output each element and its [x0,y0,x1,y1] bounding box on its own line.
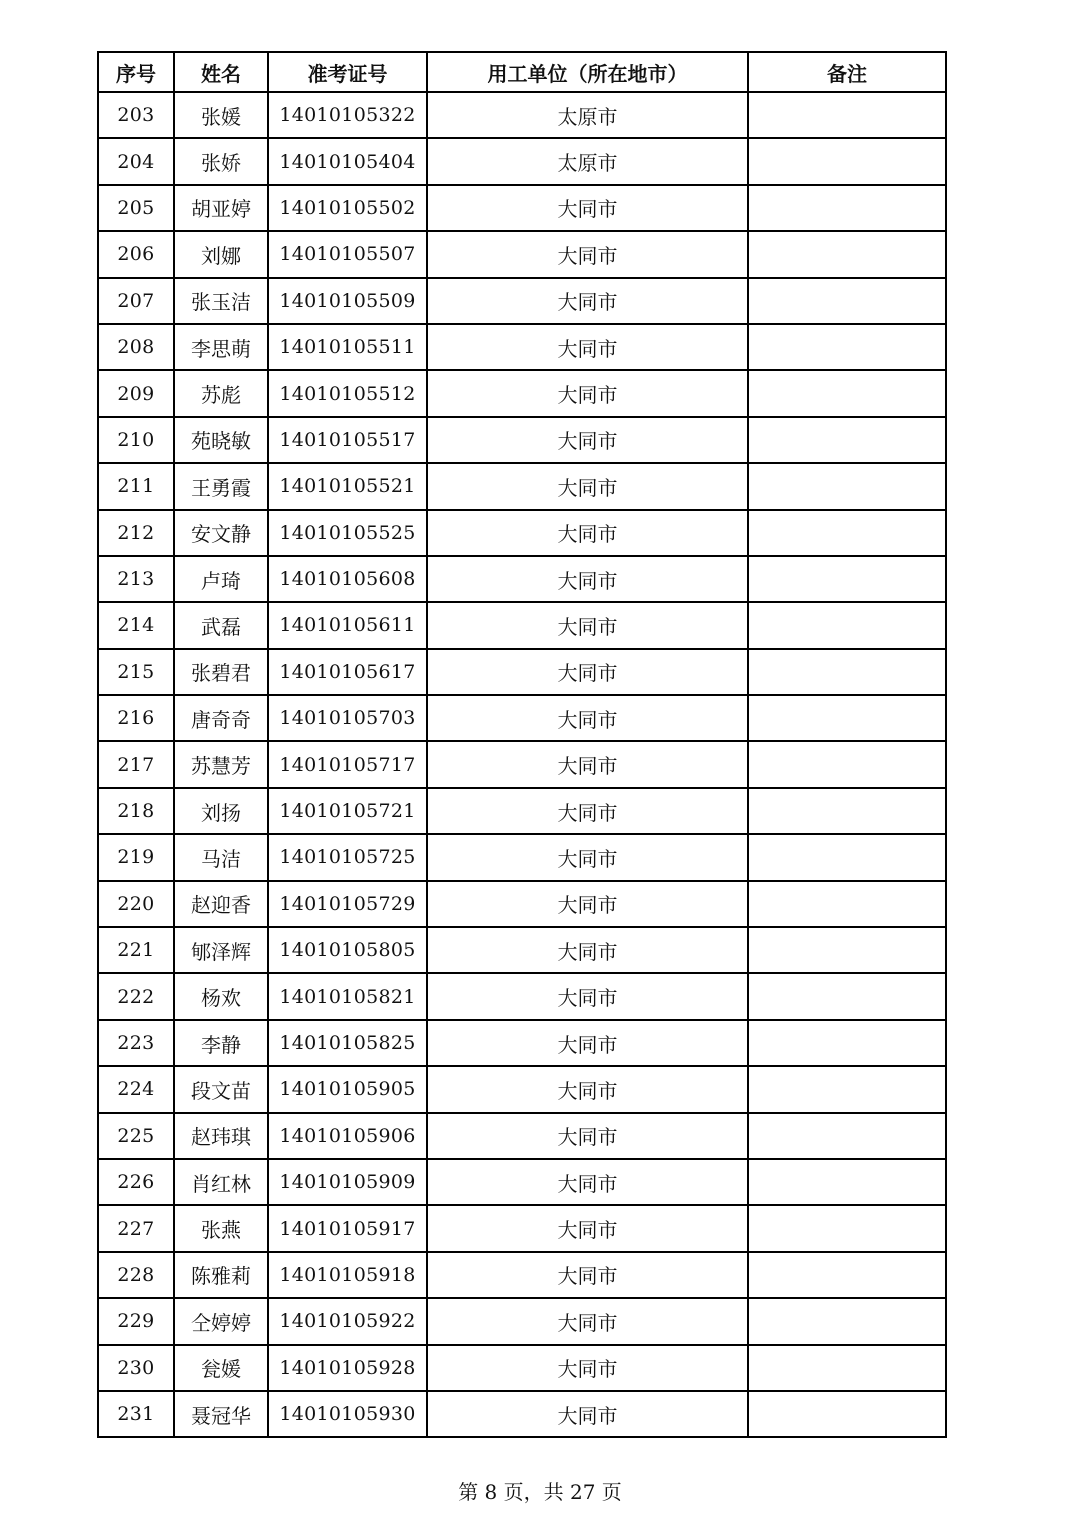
table-row [98,138,946,184]
serial-cell: 224 [98,1066,174,1112]
employer-city-cell: 大同市 [427,973,748,1019]
employer-city-cell: 大同市 [427,278,748,324]
remarks-cell [748,649,946,695]
table-row [98,695,946,741]
name-cell: 聂冠华 [174,1391,268,1437]
header-remarks: 备注 [748,52,946,92]
remarks-cell [748,278,946,324]
name-cell: 卢琦 [174,556,268,602]
remarks-cell [748,92,946,138]
table-row [98,556,946,602]
table-row [98,1066,946,1112]
table-row [98,881,946,927]
name-cell: 李思萌 [174,324,268,370]
name-cell: 马洁 [174,834,268,880]
serial-cell: 205 [98,185,174,231]
name-cell: 王勇霞 [174,463,268,509]
ticket-number-cell: 14010105509 [268,278,427,324]
serial-cell: 214 [98,602,174,648]
serial-cell: 216 [98,695,174,741]
remarks-cell [748,370,946,416]
remarks-cell [748,1205,946,1251]
remarks-cell [748,1020,946,1066]
serial-cell: 207 [98,278,174,324]
name-cell: 张燕 [174,1205,268,1251]
table-body [98,92,946,1437]
table-row [98,1391,946,1437]
name-cell: 苏慧芳 [174,741,268,787]
name-cell: 李静 [174,1020,268,1066]
employer-city-cell: 大同市 [427,1113,748,1159]
remarks-cell [748,463,946,509]
table-row [98,1252,946,1298]
employer-city-cell: 大同市 [427,185,748,231]
name-cell: 张玉洁 [174,278,268,324]
name-cell: 张媛 [174,92,268,138]
header-ticket-number: 准考证号 [268,52,427,92]
ticket-number-cell: 14010105905 [268,1066,427,1112]
table-row [98,1159,946,1205]
name-cell: 郇泽辉 [174,927,268,973]
remarks-cell [748,231,946,277]
serial-cell: 230 [98,1345,174,1391]
employer-city-cell: 太原市 [427,138,748,184]
ticket-number-cell: 14010105517 [268,417,427,463]
employer-city-cell: 大同市 [427,1298,748,1344]
table-row [98,834,946,880]
name-cell: 刘娜 [174,231,268,277]
employer-city-cell: 大同市 [427,1391,748,1437]
ticket-number-cell: 14010105511 [268,324,427,370]
name-cell: 陈雅莉 [174,1252,268,1298]
page-footer: 第 8 页，共 27 页 [458,1480,622,1504]
name-cell: 仝婷婷 [174,1298,268,1344]
remarks-cell [748,185,946,231]
remarks-cell [748,973,946,1019]
serial-cell: 211 [98,463,174,509]
remarks-cell [748,927,946,973]
ticket-number-cell: 14010105721 [268,788,427,834]
employer-city-cell: 大同市 [427,788,748,834]
employer-city-cell: 大同市 [427,695,748,741]
ticket-number-cell: 14010105725 [268,834,427,880]
ticket-number-cell: 14010105502 [268,185,427,231]
serial-cell: 209 [98,370,174,416]
employer-city-cell: 大同市 [427,231,748,277]
name-cell: 杨欢 [174,973,268,1019]
serial-cell: 221 [98,927,174,973]
name-cell: 苑晓敏 [174,417,268,463]
table-row [98,417,946,463]
remarks-cell [748,1345,946,1391]
table-row [98,324,946,370]
header-name: 姓名 [174,52,268,92]
employer-city-cell: 大同市 [427,1066,748,1112]
remarks-cell [748,788,946,834]
remarks-cell [748,1391,946,1437]
serial-cell: 213 [98,556,174,602]
remarks-cell [748,741,946,787]
remarks-cell [748,138,946,184]
ticket-number-cell: 14010105404 [268,138,427,184]
remarks-cell [748,1066,946,1112]
name-cell: 安文静 [174,510,268,556]
remarks-cell [748,695,946,741]
employer-city-cell: 大同市 [427,834,748,880]
ticket-number-cell: 14010105930 [268,1391,427,1437]
remarks-cell [748,834,946,880]
ticket-number-cell: 14010105525 [268,510,427,556]
name-cell: 张碧君 [174,649,268,695]
remarks-cell [748,1298,946,1344]
results-table-container [97,51,945,1438]
employer-city-cell: 大同市 [427,510,748,556]
name-cell: 胡亚婷 [174,185,268,231]
name-cell: 唐奇奇 [174,695,268,741]
table-row [98,1020,946,1066]
header-serial: 序号 [98,52,174,92]
name-cell: 赵玮琪 [174,1113,268,1159]
name-cell: 瓮媛 [174,1345,268,1391]
table-row [98,788,946,834]
serial-cell: 206 [98,231,174,277]
serial-cell: 215 [98,649,174,695]
ticket-number-cell: 14010105917 [268,1205,427,1251]
table-row [98,1345,946,1391]
ticket-number-cell: 14010105617 [268,649,427,695]
serial-cell: 223 [98,1020,174,1066]
serial-cell: 210 [98,417,174,463]
remarks-cell [748,324,946,370]
remarks-cell [748,510,946,556]
table-row [98,510,946,556]
table-row [98,649,946,695]
table-row [98,370,946,416]
ticket-number-cell: 14010105611 [268,602,427,648]
table-row [98,185,946,231]
serial-cell: 208 [98,324,174,370]
serial-cell: 212 [98,510,174,556]
remarks-cell [748,881,946,927]
table-row [98,602,946,648]
name-cell: 肖红林 [174,1159,268,1205]
ticket-number-cell: 14010105717 [268,741,427,787]
employer-city-cell: 大同市 [427,927,748,973]
serial-cell: 225 [98,1113,174,1159]
ticket-number-cell: 14010105512 [268,370,427,416]
serial-cell: 219 [98,834,174,880]
ticket-number-cell: 14010105906 [268,1113,427,1159]
name-cell: 张娇 [174,138,268,184]
employer-city-cell: 大同市 [427,1020,748,1066]
employer-city-cell: 大同市 [427,1205,748,1251]
serial-cell: 229 [98,1298,174,1344]
employer-city-cell: 大同市 [427,556,748,602]
results-table [97,51,947,1438]
remarks-cell [748,602,946,648]
header-employer-city: 用工单位（所在地市） [427,52,748,92]
serial-cell: 227 [98,1205,174,1251]
table-header [98,52,946,92]
ticket-number-cell: 14010105821 [268,973,427,1019]
remarks-cell [748,1252,946,1298]
name-cell: 刘扬 [174,788,268,834]
table-row [98,463,946,509]
serial-cell: 217 [98,741,174,787]
ticket-number-cell: 14010105918 [268,1252,427,1298]
employer-city-cell: 大同市 [427,1159,748,1205]
remarks-cell [748,417,946,463]
table-row [98,1298,946,1344]
table-row [98,1113,946,1159]
remarks-cell [748,556,946,602]
employer-city-cell: 大同市 [427,1345,748,1391]
serial-cell: 231 [98,1391,174,1437]
header-row [98,52,946,92]
table-row [98,927,946,973]
table-row [98,278,946,324]
table-row [98,1205,946,1251]
table-row [98,231,946,277]
serial-cell: 222 [98,973,174,1019]
ticket-number-cell: 14010105909 [268,1159,427,1205]
serial-cell: 220 [98,881,174,927]
remarks-cell [748,1113,946,1159]
ticket-number-cell: 14010105922 [268,1298,427,1344]
remarks-cell [748,1159,946,1205]
serial-cell: 204 [98,138,174,184]
employer-city-cell: 太原市 [427,92,748,138]
serial-cell: 228 [98,1252,174,1298]
employer-city-cell: 大同市 [427,741,748,787]
name-cell: 段文苗 [174,1066,268,1112]
table-row [98,741,946,787]
employer-city-cell: 大同市 [427,463,748,509]
table-row [98,92,946,138]
employer-city-cell: 大同市 [427,1252,748,1298]
employer-city-cell: 大同市 [427,881,748,927]
ticket-number-cell: 14010105322 [268,92,427,138]
ticket-number-cell: 14010105928 [268,1345,427,1391]
ticket-number-cell: 14010105729 [268,881,427,927]
employer-city-cell: 大同市 [427,324,748,370]
employer-city-cell: 大同市 [427,602,748,648]
name-cell: 武磊 [174,602,268,648]
ticket-number-cell: 14010105521 [268,463,427,509]
serial-cell: 203 [98,92,174,138]
name-cell: 赵迎香 [174,881,268,927]
employer-city-cell: 大同市 [427,417,748,463]
employer-city-cell: 大同市 [427,370,748,416]
ticket-number-cell: 14010105703 [268,695,427,741]
employer-city-cell: 大同市 [427,649,748,695]
ticket-number-cell: 14010105507 [268,231,427,277]
table-row [98,973,946,1019]
ticket-number-cell: 14010105805 [268,927,427,973]
serial-cell: 218 [98,788,174,834]
name-cell: 苏彪 [174,370,268,416]
ticket-number-cell: 14010105608 [268,556,427,602]
ticket-number-cell: 14010105825 [268,1020,427,1066]
serial-cell: 226 [98,1159,174,1205]
